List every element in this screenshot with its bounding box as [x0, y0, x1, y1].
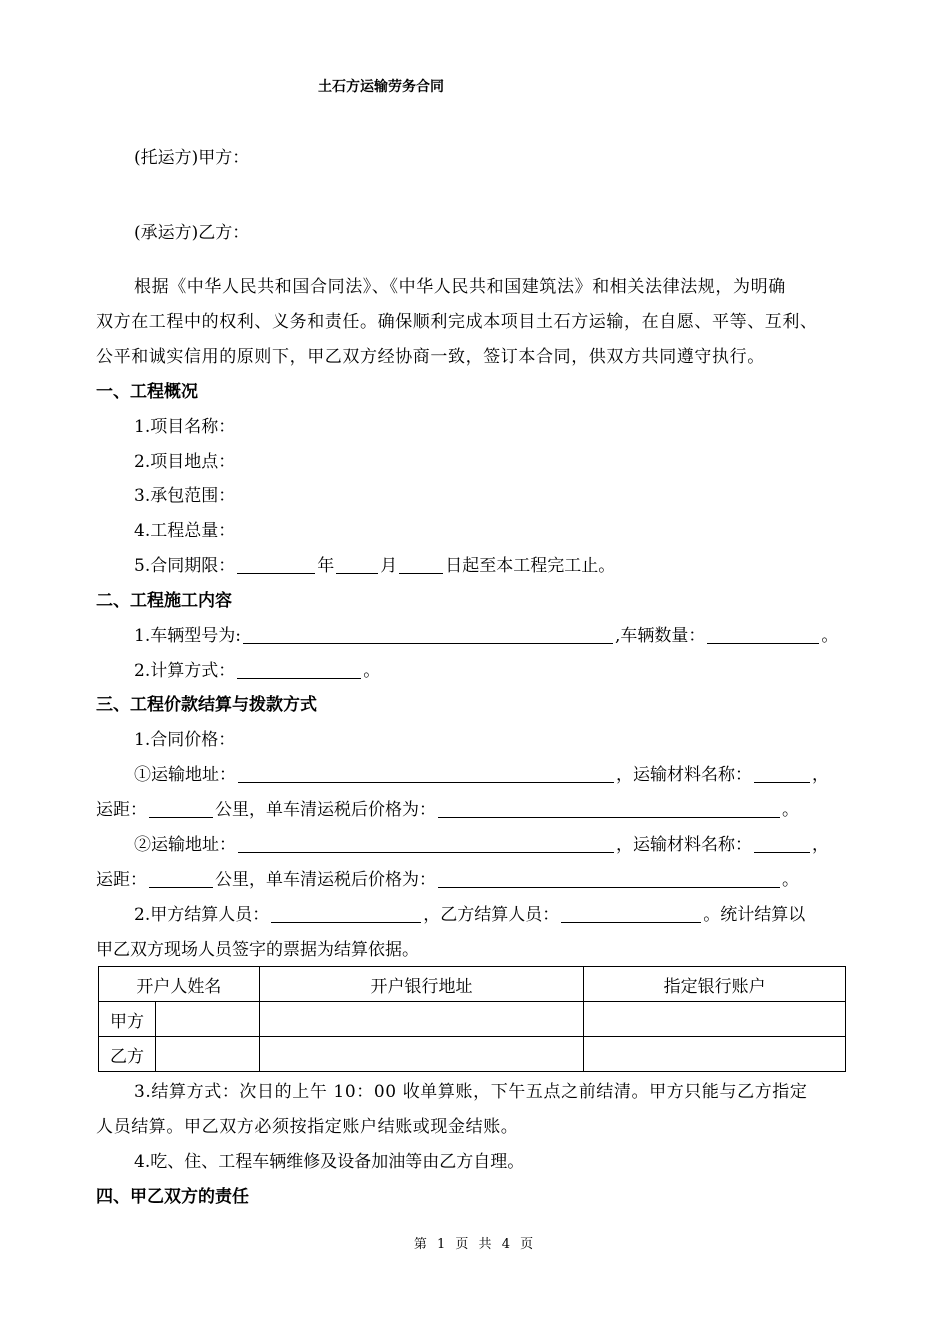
party-b-account-cell[interactable]	[584, 1037, 846, 1072]
party-b-bank-address-cell[interactable]	[259, 1037, 584, 1072]
table-row	[99, 1002, 846, 1037]
route-1-price-blank[interactable]	[438, 799, 780, 818]
row-label-party-a: 甲方	[99, 1002, 156, 1037]
contract-period-label: 5.合同期限：	[134, 556, 236, 576]
route-1-address-line: ①运输地址： ，运输材料名称： ，	[134, 765, 829, 785]
party-a-account-cell[interactable]	[584, 1002, 846, 1037]
preamble-line-1: 根据《中华人民共和国合同法》、《中华人民共和国建筑法》和相关法律法规，为明确	[134, 277, 786, 297]
route-2-address-blank[interactable]	[238, 834, 614, 853]
month-blank[interactable]	[336, 555, 378, 574]
settlement-method-line-2: 人员结算。甲乙双方必须按指定账户结账或现金结账。	[96, 1117, 519, 1137]
route-1-material-blank[interactable]	[754, 764, 810, 783]
header-bank-address: 开户银行地址	[259, 967, 584, 1002]
table-header-row	[99, 967, 846, 1002]
route-1-address-blank[interactable]	[238, 764, 614, 783]
section-4-heading: 四、甲乙双方的责任	[96, 1187, 249, 1207]
vehicle-line: 1.车辆型号为: ,车辆数量： 。	[134, 626, 839, 646]
year-blank[interactable]	[237, 555, 315, 574]
vehicle-count-blank[interactable]	[707, 625, 819, 644]
header-bank-account: 指定银行账户	[584, 967, 846, 1002]
header-account-holder: 开户人姓名	[99, 967, 260, 1002]
document-title: 土石方运输劳务合同	[318, 79, 444, 95]
party-b-holder-cell[interactable]	[155, 1037, 259, 1072]
calculation-method-line: 2.计算方式： 。	[134, 661, 381, 681]
total-quantity-label: 4.工程总量：	[134, 521, 236, 541]
calculation-method-blank[interactable]	[237, 660, 361, 679]
route-2-price-blank[interactable]	[438, 869, 780, 888]
settlement-basis-line: 甲乙双方现场人员签字的票据为结算依据。	[96, 940, 419, 960]
route-2-distance-blank[interactable]	[149, 869, 213, 888]
section-1-heading: 一、工程概况	[96, 382, 198, 402]
section-3-heading: 三、工程价款结算与拨款方式	[96, 695, 317, 715]
preamble-line-3: 公平和诚实信用的原则下，甲乙双方经协商一致，签订本合同，供双方共同遵守执行。	[96, 347, 765, 367]
project-name-label: 1.项目名称：	[134, 417, 236, 437]
party-b-label: (承运方)乙方：	[134, 223, 250, 243]
party-b-settler-blank[interactable]	[561, 904, 701, 923]
party-a-label: (托运方)甲方：	[134, 148, 250, 168]
self-care-clause: 4.吃、住、工程车辆维修及设备加油等由乙方自理。	[134, 1152, 525, 1172]
row-label-party-b: 乙方	[99, 1037, 156, 1072]
section-2-heading: 二、工程施工内容	[96, 591, 232, 611]
route-2-address-line: ②运输地址： ，运输材料名称： ，	[134, 835, 829, 855]
route-2-material-blank[interactable]	[754, 834, 810, 853]
party-a-holder-cell[interactable]	[155, 1002, 259, 1037]
project-location-label: 2.项目地点：	[134, 452, 236, 472]
contract-price-label: 1.合同价格：	[134, 730, 236, 750]
preamble-line-2: 双方在工程中的权利、义务和责任。确保顺利完成本项目土石方运输，在自愿、平等、互利、	[96, 312, 818, 332]
table-row	[99, 1037, 846, 1072]
party-a-settler-blank[interactable]	[271, 904, 421, 923]
settlement-method-line-1: 3.结算方式：次日的上午 10：00 收单算账，下午五点之前结清。甲方只能与乙方指定	[134, 1082, 808, 1102]
settlement-personnel-line: 2.甲方结算人员： ，乙方结算人员： 。统计结算以	[134, 905, 806, 925]
route-1-distance-blank[interactable]	[149, 799, 213, 818]
day-blank[interactable]	[399, 555, 443, 574]
route-2-distance-line: 运距： 公里，单车清运税后价格为： 。	[96, 870, 799, 890]
vehicle-model-blank[interactable]	[243, 625, 613, 644]
route-1-distance-line: 运距： 公里，单车清运税后价格为： 。	[96, 800, 799, 820]
contract-period-line: 5.合同期限： 年 月 日起至本工程完工止。	[134, 556, 616, 576]
contract-scope-label: 3.承包范围：	[134, 486, 236, 506]
party-a-bank-address-cell[interactable]	[259, 1002, 584, 1037]
page-number-footer: 第 1 页 共 4 页	[413, 1237, 537, 1252]
bank-account-table	[98, 966, 846, 1072]
